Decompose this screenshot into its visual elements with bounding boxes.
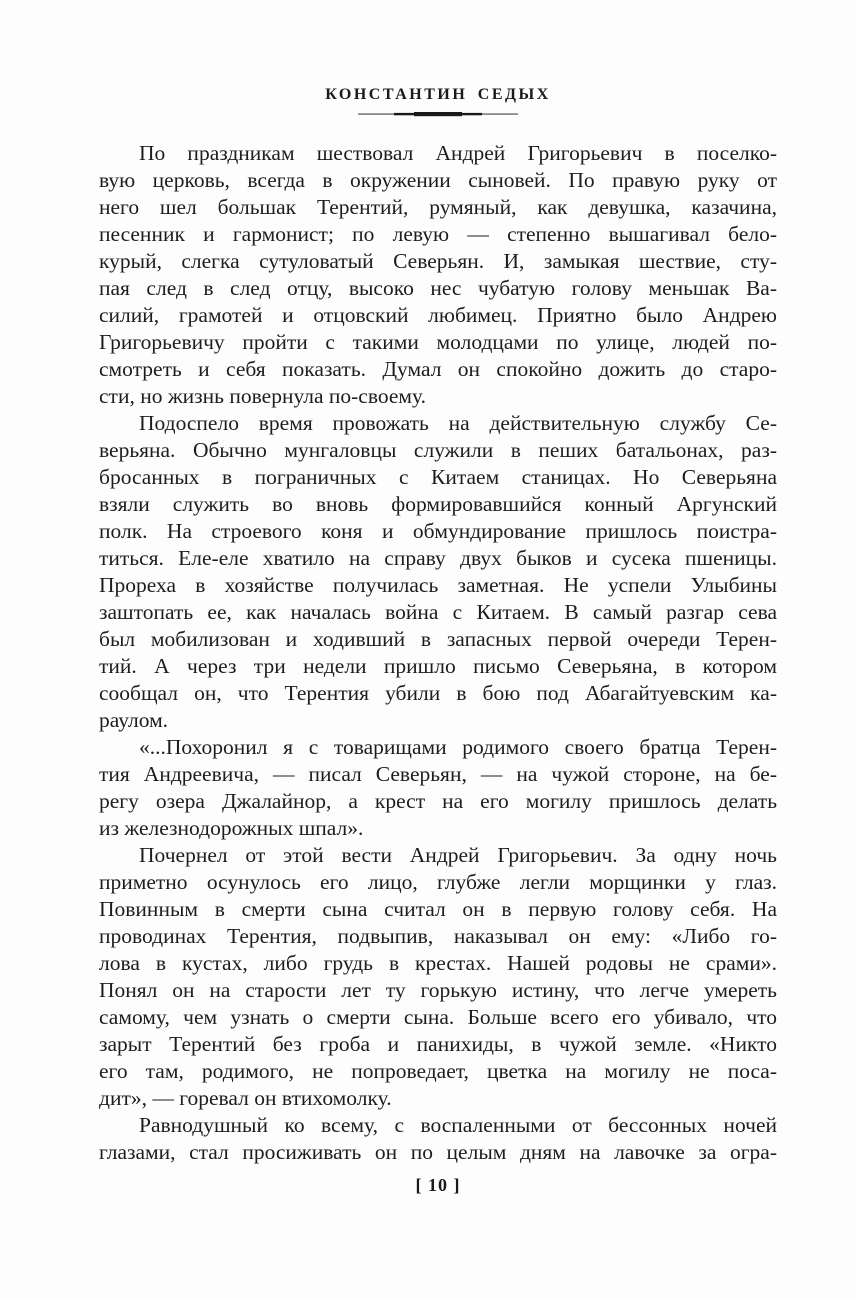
text-line: самому, чем узнать о смерти сына. Больше всего его убивало, что [99,1005,777,1029]
text-line: «...Похоронил я с товарищами родимого своего братца Терен- [139,735,777,759]
text-line: регу озера Джалайнор, а крест на его могилу пришлось делать [99,789,777,813]
page-number: [ 10 ] [415,1175,461,1195]
text-line: По праздникам шествовал Андрей Григорьевич в поселко- [139,141,777,165]
text-line: лова в кустах, либо грудь в крестах. Нашей родовы не срами». [99,951,777,975]
header-divider-ornament [99,111,777,117]
text-line: его там, родимого, не попроведает, цветка на могилу не поса- [99,1059,777,1083]
text-line: Прореха в хозяйстве получилась заметная. Не успели Улыбины [99,573,777,597]
text-line: Повинным в смерти сына считал он в первую голову себя. На [99,897,777,921]
text-line: силий, грамотей и отцовский любимец. Приятно было Андрею [99,303,777,327]
running-head-author: КОНСТАНТИН СЕДЫХ [325,86,551,103]
text-line: был мобилизован и ходивший в запасных первой очереди Терен- [99,627,777,651]
text-line: зарыт Терентий без гроба и панихиды, в чужой земле. «Никто [99,1032,777,1056]
body-text [99,140,777,1166]
text-line: приметно осунулось его лицо, глубже легли морщинки у глаз. [99,870,777,894]
text-line: тий. А через три недели пришло письмо Северьяна, в котором [99,654,777,678]
text-line: глазами, стал просиживать он по целым дням на лавочке за огра- [99,1140,777,1164]
text-line: Почернел от этой вести Андрей Григорьевич. За одну ночь [139,843,777,867]
text-line: дит», — горевал он втихомолку. [99,1086,392,1110]
text-line: смотреть и себя показать. Думал он спокойно дожить до старо- [99,357,777,381]
text-line: песенник и гармонист; по левую — степенно вышагивал бело- [99,222,777,246]
text-line: верьяна. Обычно мунгаловцы служили в пеших батальонах, раз- [99,438,777,462]
text-line: Григорьевичу пройти с такими молодцами по улице, людей по- [99,330,777,354]
text-line: Понял он на старости лет ту горькую истину, что легче умереть [99,978,777,1002]
text-line: бросанных в пограничных с Китаем станицах. Но Северьяна [99,465,777,489]
text-line: Подоспело время провожать на действительную службу Се- [139,411,777,435]
text-line: тия Андреевича, — писал Северьян, — на чужой стороне, на бе- [99,762,777,786]
text-line: заштопать ее, как началась война с Китаем. В самый разгар сева [99,600,777,624]
text-line: сти, но жизнь повернула по-своему. [99,384,426,408]
text-line: полк. На строевого коня и обмундирование пришлось поистра- [99,519,777,543]
text-line: титься. Еле-еле хватило на справу двух быков и сусека пшеницы. [99,546,777,570]
text-line: из железнодорожных шпал». [99,816,364,840]
text-line: взяли служить во вновь формировавшийся конный Аргунский [99,492,777,516]
text-line: Равнодушный ко всему, с воспаленными от бессонных ночей [139,1113,777,1137]
text-line: него шел большак Терентий, румяный, как девушка, казачина, [99,195,777,219]
text-line: вую церковь, всегда в окружении сыновей. По правую руку от [99,168,777,192]
text-line: курый, слегка сутуловатый Северьян. И, замыкая шествие, сту- [99,249,777,273]
tapered-rule-icon [358,111,518,117]
text-line: пая след в след отцу, высоко нес чубатую голову меньшак Ва- [99,276,777,300]
text-line: сообщал он, что Терентия убили в бою под Абагайтуевским ка- [99,681,777,705]
text-line: проводинах Терентия, подвыпив, наказывал он ему: «Либо го- [99,924,777,948]
text-line: раулом. [99,708,169,732]
